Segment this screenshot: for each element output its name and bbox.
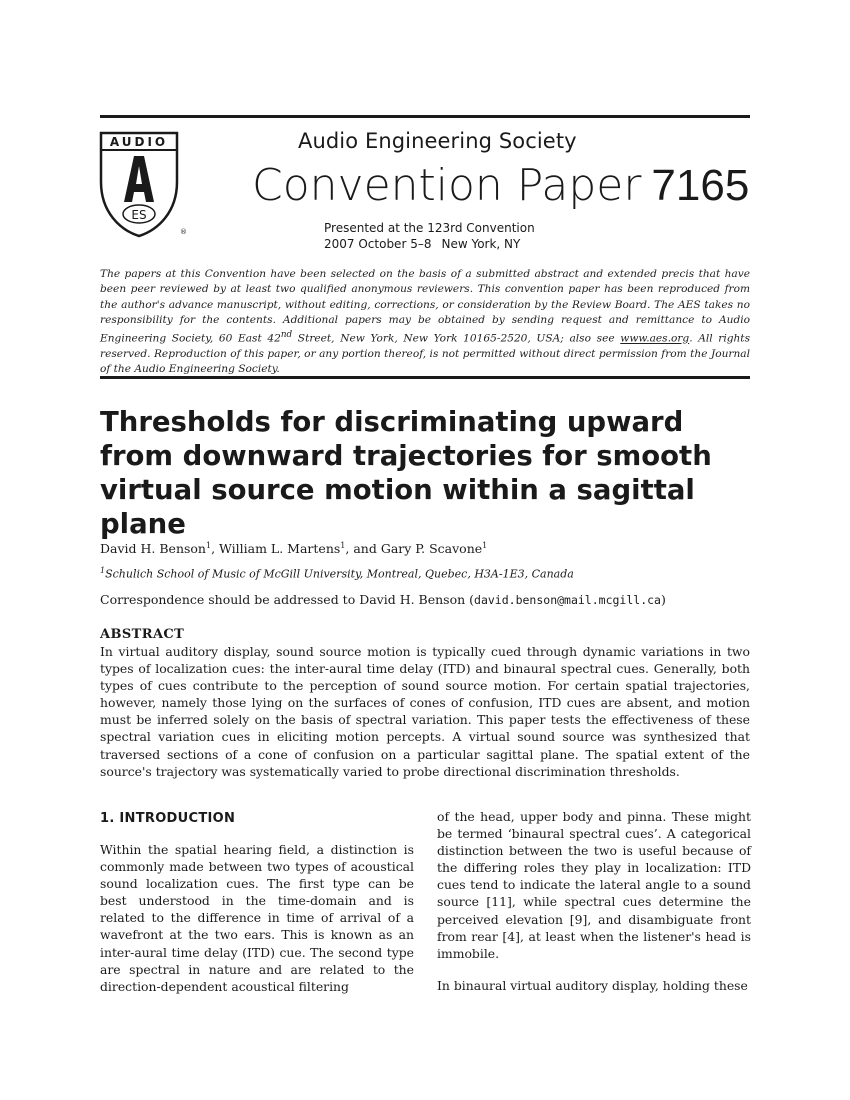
intro-column-left: Within the spatial hearing field, a distinction is commonly made between two types of acoustical sound localization cues. The first type can be best understood in the time-domain and is related to the difference in time of arrival of a wavefront at the two ears. This is known as an inter-aural time delay (ITD) cue. The second type are spectral in nature and are related to the direction-dependent acoustical filtering [100,842,414,994]
aes-link[interactable]: www.aes.org [620,332,690,345]
presented-info [324,220,535,252]
location: New York, NY [441,237,521,251]
presented-line: Presented at the 123rd Convention [324,221,535,235]
abstract-body: In virtual auditory display, sound source motion is typically cued through dynamic variations in two types of localization cues: the inter-aural time delay (ITD) and binaural spectral cues. Generally, both types of cues contribute to the perception of sound source motion. For certain spatial trajectories, however, namely those lying on the surfaces of cones of confusion, ITD cues are absent, and motion must be inferred solely on the basis of spectral variation. This paper tests the effectiveness of these spectral variation cues in eliciting motion percepts. A virtual sound source was synthesized that traversed sections of a cone of confusion on a particular sagittal plane. The spatial extent of the source's trajectory was systematically varied to probe directional discrimination thresholds. [100,644,750,779]
paper-number: 7165 [651,161,750,210]
publication-notice: The papers at this Convention have been selected on the basis of a submitted abstract and extended precis that have been peer reviewed by at least two qualified anonymous reviewers. This convention paper has been reproduced from the author's advance manuscript, without editing, corrections, or consideration by the Review Board. The AES takes no responsibility for the contents. Additional papers may be obtained by sending request and remittance to Audio Engineering Society, 60 East 42nd Street, New York, New York 10165-2520, USA; also see www.aes.org. All rights reserved. Reproduction of this paper, or any portion thereof, is not permitted without direct permission from the Journal of the Audio Engineering Society. [100,268,751,376]
bottom-rule [100,376,750,379]
svg-text:ES: ES [131,208,147,222]
date-line: 2007 October 5–8 [324,237,432,251]
intro-column-right [437,808,751,1009]
intro-paragraph: In binaural virtual auditory display, holding these [437,977,748,993]
top-rule [100,115,750,118]
introduction-heading: 1. INTRODUCTION [100,811,236,826]
svg-text:AUDIO: AUDIO [109,135,169,149]
intro-paragraph: of the head, upper body and pinna. These might be termed ‘binaural spectral cues’. A categorical distinction between the two is useful because of the differing roles they play in localization: ITD cues tend to indicate the lateral angle to a sound source [11], while spectral cues determine the perceived elevation [9], and disambiguate front from rear [4], at least when the listener's head is immobile. [437,809,751,961]
abstract-heading: ABSTRACT [100,627,185,642]
convention-label: Convention Paper [252,160,642,211]
author-list: David H. Benson$^1$, William L. Martens$^1$, and Gary P. Scavone$^1$ [100,541,488,557]
correspondence: Correspondence should be addressed to David H. Benson (david.benson@mail.mcgill.ca) [100,592,666,607]
email-link[interactable]: david.benson@mail.mcgill.ca [474,593,661,607]
paper-heading [252,160,749,211]
affiliation: $^1$Schulich School of Music of McGill University, Montreal, Quebec, H3A-1E3, Canada [100,566,574,581]
society-name: Audio Engineering Society [298,129,577,153]
aes-logo-icon [98,130,187,238]
paper-title: Thresholds for discriminating upward from downward trajectories for smooth virtual source motion within a sagittal plane [100,406,712,540]
svg-text:®: ® [180,228,187,236]
